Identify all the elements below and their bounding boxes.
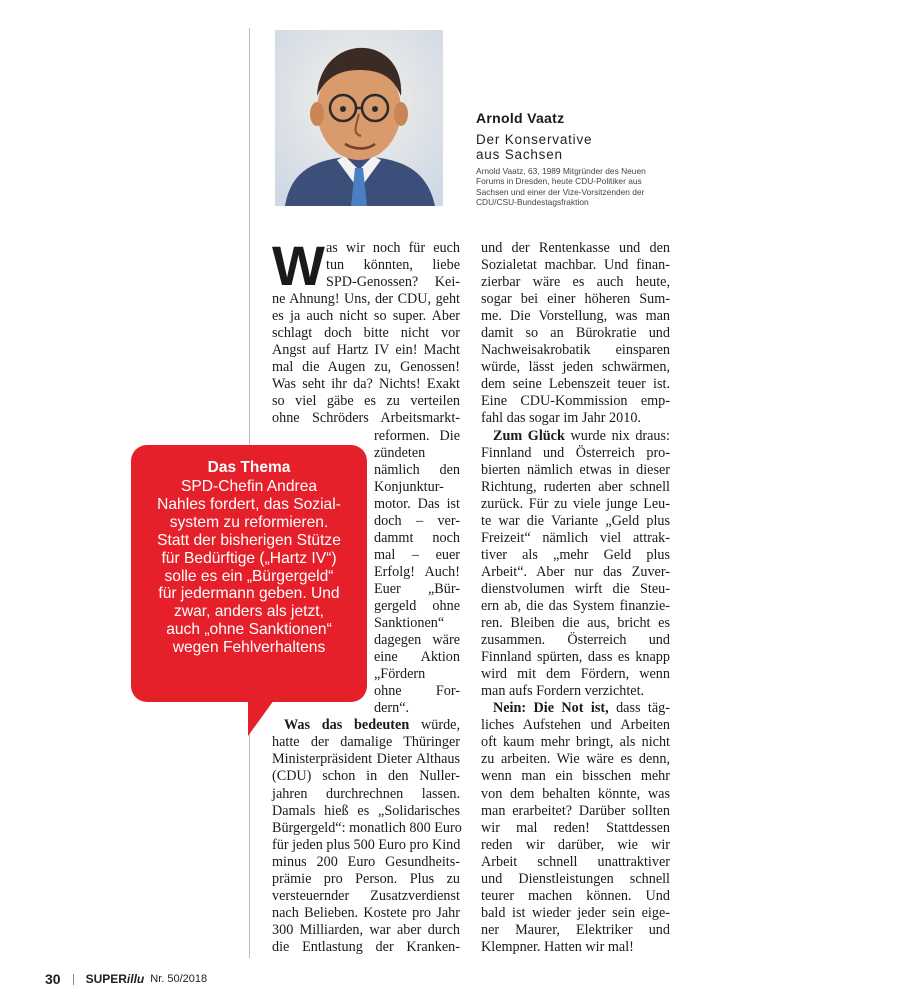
text-line [272, 871, 460, 888]
text-line [272, 888, 460, 905]
line-text: ne Ahnung! Uns, der CDU, geht [272, 291, 460, 308]
line-text: „Fördern [374, 666, 426, 683]
text-line [481, 308, 670, 325]
line-text: oft kaum mehr bringt, als nicht [481, 734, 670, 751]
text-line [272, 837, 460, 854]
text-line [272, 274, 460, 291]
line-text: Klempner. Hatten wir mal! [481, 938, 634, 955]
bold-lead: Was das bedeuten [284, 717, 410, 734]
text-line [481, 513, 670, 530]
text-line [272, 803, 460, 820]
line-text: nämlich den [374, 461, 460, 478]
text-line [272, 257, 460, 274]
author-name: Arnold Vaatz [476, 110, 565, 126]
line-text: minus 200 Euro Gesundheits- [272, 853, 460, 870]
page-footer [45, 971, 207, 987]
text-line [272, 854, 460, 871]
text-line [272, 376, 460, 393]
text-line [481, 410, 670, 427]
line-text: dagegen wäre [374, 632, 460, 649]
line-text: sogar bei einer höheren Sum- [481, 291, 670, 308]
text-line [481, 786, 670, 803]
line-text: dern“. [374, 700, 410, 717]
line-text: tiver als „mehr Geld plus [481, 546, 670, 563]
callout-text [131, 478, 367, 657]
line-text: doch – ver- [374, 512, 460, 529]
text-line [272, 410, 460, 427]
text-line [272, 939, 460, 956]
line-text: zurück. Für zu viele junge Leu- [481, 495, 670, 512]
text-line [272, 393, 460, 410]
text-line [481, 428, 670, 445]
text-line [481, 717, 670, 734]
author-portrait [275, 30, 443, 206]
text-line [272, 751, 460, 768]
drop-cap: W [272, 234, 325, 297]
line-text: bald ist wieder jeder sein eige- [481, 904, 670, 921]
logo-part: SUPER [85, 972, 127, 986]
text-line [481, 496, 670, 513]
text-line [481, 871, 670, 888]
line-text: und Dienstleistungen schnell [481, 870, 670, 887]
text-line [481, 479, 670, 496]
line-text: te war die Variante „Geld plus [481, 512, 670, 529]
text-line [481, 905, 670, 922]
line-text: ohne Schröders Arbeitsmarkt- [272, 410, 460, 427]
line-text: für jeden plus 500 Euro pro Kind [272, 836, 461, 853]
text-line [272, 700, 460, 717]
line-text: bierten nämlich etwas in dieser [481, 461, 670, 478]
text-line [272, 922, 460, 939]
line-text: reformen. Die [374, 427, 460, 444]
text-line [481, 530, 670, 547]
line-text: es ja auch nicht so super. Aber [272, 308, 460, 325]
text-line [272, 359, 460, 376]
text-line [272, 428, 460, 445]
portrait-illustration [275, 30, 443, 206]
line-text: würde, lässt jeden schwärmen, [481, 359, 670, 376]
text-line [481, 734, 670, 751]
line-text: Richtung, ruderten aber schnell [481, 478, 670, 495]
line-text: man aufs Fordern verzichtet. [481, 683, 645, 700]
line-text: dammt noch [374, 529, 460, 546]
text-line [481, 768, 670, 785]
line-text: zu arbeiten. Wie wäre es denn, [481, 751, 670, 768]
text-line [272, 768, 460, 785]
issue-number: Nr. 50/2018 [150, 973, 208, 985]
line-text: die Entlastung der Kranken- [272, 938, 460, 955]
text-line [481, 854, 670, 871]
text-line [272, 717, 460, 734]
line-text: ren. Bleiben die aus, bricht es [481, 615, 670, 632]
line-text: Ministerpräsident Dieter Althaus [272, 751, 460, 768]
line-text: würde, [421, 717, 461, 734]
line-text: zusammen. Österreich und [481, 632, 670, 649]
callout-tail [248, 700, 274, 736]
text-line [481, 564, 670, 581]
line-text: damit so an Bürokratie und [481, 325, 670, 342]
line-text: wurde nix draus: [570, 427, 670, 444]
magazine-logo [86, 972, 145, 986]
text-line [481, 274, 670, 291]
text-line [481, 666, 670, 683]
text-line [481, 393, 670, 410]
line-text: nach Belieben. Kostete pro Jahr [272, 904, 460, 921]
text-line [481, 257, 670, 274]
author-role-line: Der Konservative [476, 132, 593, 147]
line-text: Freizeit“ nämlich viel attrak- [481, 529, 670, 546]
text-line [272, 786, 460, 803]
callout-line: Nahles fordert, das Sozial- [157, 495, 341, 513]
line-text: Erfolg! Auch! [374, 563, 460, 580]
text-line [272, 342, 460, 359]
text-line [481, 240, 670, 257]
text-line [481, 581, 670, 598]
callout-line: auch „ohne Sanktionen“ [166, 621, 332, 639]
callout-line: zwar, anders als jetzt, [174, 603, 324, 621]
line-text: as wir noch für euch [326, 240, 460, 256]
line-text: liches Aufstehen und Arbeiten [481, 717, 670, 734]
text-line [272, 308, 460, 325]
author-role [476, 132, 676, 162]
logo-part: illu [126, 972, 145, 986]
callout-line: Statt der bisherigen Stütze [157, 531, 341, 549]
line-text: Konjunktur- [374, 478, 444, 495]
line-text: Damals hieß es „Solidarisches [272, 802, 460, 819]
article-column-2 [481, 240, 670, 956]
line-text: reden wir darüber, wie wir [481, 836, 670, 853]
text-line [481, 837, 670, 854]
line-text: tun könnten, liebe [326, 257, 460, 274]
line-text: gergeld ohne [374, 597, 460, 614]
line-text: dienstvolumen wirft die Steu- [481, 580, 670, 597]
line-text: dass täg- [616, 700, 670, 717]
line-text: Sanktionen“ [374, 615, 445, 632]
line-text: zündeten [374, 444, 426, 461]
text-line [481, 683, 670, 700]
callout-line: für jedermann geben. Und [158, 585, 340, 603]
topic-callout [131, 445, 367, 702]
line-text: man erarbeitet? Darüber sollten [481, 802, 670, 819]
text-line [481, 325, 670, 342]
author-description: Arnold Vaatz, 63, 1989 Mitgründer des Neuen Forums in Dresden, heute CDU-Politiker aus Sachsen und einer der Vize-Vorsitzenden der CDU/CSU-Bundestagsfraktion [476, 166, 646, 208]
text-line [481, 751, 670, 768]
text-line [481, 291, 670, 308]
text-line [272, 905, 460, 922]
author-role-line: aus Sachsen [476, 147, 563, 162]
line-text: zierbar wäre es auch heute, [481, 274, 670, 291]
author-bio [476, 110, 676, 208]
text-line [481, 939, 670, 956]
line-text: versteuernder Zusatzverdienst [272, 887, 460, 904]
line-text: prämie pro Person. Plus zu [272, 870, 460, 887]
text-line [481, 700, 670, 717]
line-text: Nachweisakrobatik einsparen [481, 342, 670, 359]
text-line [481, 445, 670, 462]
callout-line: für Bedürftige („Hartz IV“) [161, 549, 337, 567]
text-line [481, 615, 670, 632]
line-text: mal die Augen zu, Genossen! [272, 359, 460, 376]
line-text: hatte der damalige Thüringer [272, 734, 460, 751]
text-line [481, 547, 670, 564]
text-line [481, 598, 670, 615]
line-text: Finnland und Österreich pro- [481, 444, 670, 461]
line-text: Finnland spürten, dass es knapp [481, 649, 670, 666]
line-text: SPD-Genossen? Kei- [326, 274, 460, 291]
line-text: mal – euer [374, 546, 460, 563]
bold-lead: Nein: Die Not ist, [493, 700, 609, 717]
line-text: wird mit dem Fördern, wenn [481, 666, 670, 683]
line-text: wenn man ein bisschen mehr [481, 768, 670, 785]
text-line [481, 359, 670, 376]
callout-line: wegen Fehlverhaltens [172, 639, 326, 657]
line-text: Arbeit schnell unattraktiver [481, 853, 670, 870]
text-line [272, 820, 460, 837]
text-line [481, 888, 670, 905]
text-line [481, 803, 670, 820]
line-text: Bürgergeld“: monatlich 800 Euro [272, 819, 462, 836]
callout-line: SPD-Chefin Andrea [180, 478, 318, 495]
line-text: ern ab, die das System finanzie- [481, 597, 670, 614]
line-text: Eine CDU-Kommission emp- [481, 393, 670, 410]
text-line [481, 632, 670, 649]
line-text: motor. Das ist [374, 495, 460, 512]
text-line [481, 922, 670, 939]
line-text: ner Maurer, Elektriker und [481, 921, 670, 938]
line-text: Sozialetat machbar. Und finan- [481, 257, 670, 274]
line-text: schlagt doch bitte nicht vor [272, 325, 460, 342]
text-line [481, 649, 670, 666]
line-text: me. Die Vorstellung, was man [481, 308, 670, 325]
line-text: (CDU) schon in den Nuller- [272, 768, 460, 785]
line-text: jahren durchrechnen lassen. [272, 785, 460, 802]
line-text: so viel gäbe es zu verteilen [272, 393, 460, 410]
text-line [481, 376, 670, 393]
text-line [272, 325, 460, 342]
text-line [481, 342, 670, 359]
line-text: eine Aktion [374, 649, 460, 666]
text-line [481, 462, 670, 479]
line-text: dem seine Lebenszeit teuer ist. [481, 376, 670, 393]
line-text: 300 Milliarden, war aber durch [272, 921, 460, 938]
line-text: fahl das sogar im Jahr 2010. [481, 410, 641, 427]
footer-divider [73, 974, 74, 985]
line-text: wir mal reden! Stattdessen [481, 819, 670, 836]
callout-title: Das Thema [207, 459, 291, 476]
text-line [272, 291, 460, 308]
line-text: Was seht ihr da? Nichts! Exakt [272, 376, 460, 393]
text-line [272, 240, 460, 257]
line-text: Euer „Bür- [374, 580, 460, 597]
line-text: teurer machen können. Und [481, 887, 670, 904]
text-line [272, 734, 460, 751]
line-text: Angst auf Hartz IV ein! Macht [272, 342, 460, 359]
line-text: von dem behalten könnte, was [481, 785, 670, 802]
page-number: 30 [45, 971, 61, 987]
text-line [481, 820, 670, 837]
line-text: und der Rentenkasse und den [481, 240, 670, 256]
callout-line: system zu reformieren. [169, 513, 329, 531]
line-text: ohne For- [374, 683, 460, 700]
callout-line: solle es ein „Bürgergeld“ [164, 567, 334, 585]
line-text: Arbeit“. Aber nur das Zuver- [481, 563, 670, 580]
bold-lead: Zum Glück [493, 427, 565, 444]
